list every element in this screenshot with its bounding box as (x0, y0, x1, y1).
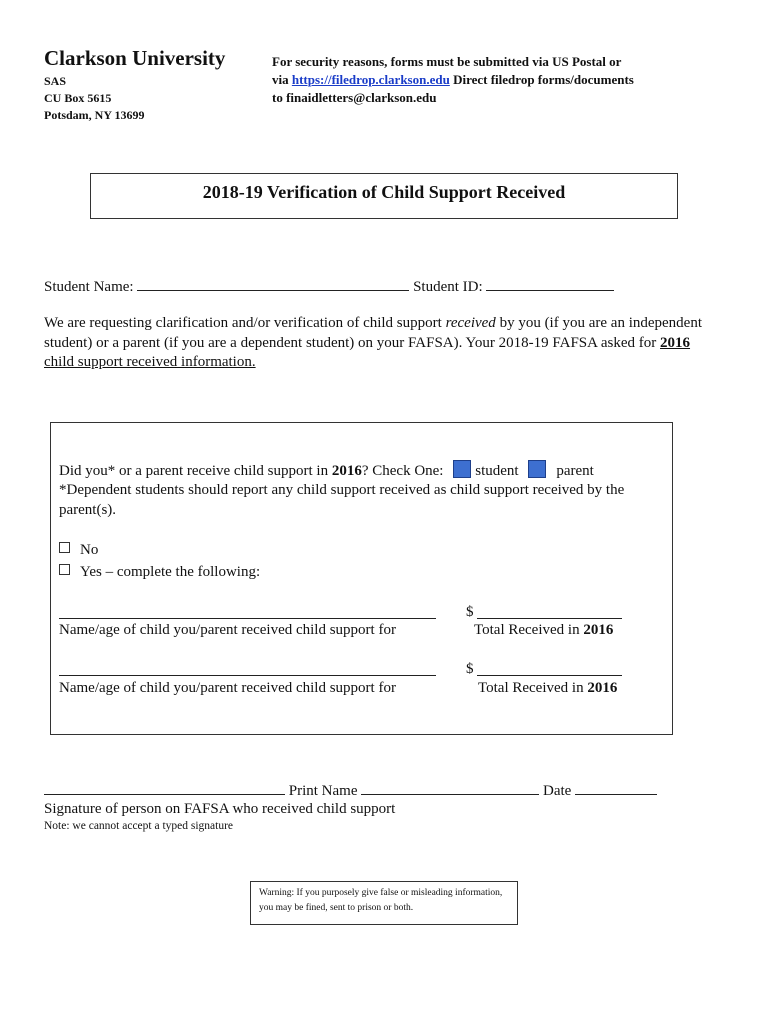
parent-checkbox[interactable] (528, 460, 546, 478)
warning-box (250, 881, 518, 925)
question-year: 2016 (331, 463, 362, 479)
student-fields (44, 276, 614, 297)
currency-sign-2: $ (466, 661, 474, 677)
title-box (90, 173, 678, 219)
intro-text-1: We are requesting clarification and/or verification of child support (44, 315, 446, 331)
total-received-label-2 (478, 678, 617, 698)
student-name-label: Student Name: (44, 279, 134, 295)
no-checkbox[interactable] (59, 542, 70, 553)
yes-option[interactable] (59, 562, 260, 582)
parent-option-label: parent (556, 463, 594, 479)
total-label-text-2: Total Received in (478, 680, 588, 696)
no-option[interactable] (59, 540, 98, 560)
date-label: Date (543, 783, 572, 799)
intro-text-2: by you (if you are an independent student) or a parent (if you are a dependent student) on your FAFSA). Your 2018-19 FAFSA asked for (44, 315, 702, 351)
print-name-field[interactable] (361, 780, 539, 795)
security-line-2-rest: Direct filedrop forms/documents (453, 72, 634, 87)
child-name-field-2[interactable] (59, 674, 436, 676)
total-received-label-1 (474, 620, 613, 640)
child-name-label-2: Name/age of child you/parent received child support for (59, 680, 396, 696)
signature-field[interactable] (44, 780, 285, 795)
filedrop-link[interactable]: https://filedrop.clarkson.edu (291, 72, 450, 87)
signature-line (44, 780, 657, 801)
security-line-3: to finaidletters@clarkson.edu (272, 90, 437, 105)
dependent-footnote: *Dependent students should report any child support received as child support received by the parent(s). (59, 482, 625, 518)
total-received-field-1[interactable] (477, 617, 622, 619)
security-line-2 (272, 71, 712, 89)
university-name: Clarkson University (44, 46, 226, 70)
question-line (59, 460, 659, 481)
question-text: Did you* or a parent receive child support in (59, 463, 332, 479)
student-checkbox[interactable] (453, 460, 471, 478)
student-id-field[interactable] (486, 276, 614, 291)
date-field[interactable] (575, 780, 657, 795)
no-label: No (80, 542, 99, 558)
currency-sign-1: $ (466, 604, 474, 620)
signature-label: Signature of person on FAFSA who received child support (44, 801, 396, 817)
intro-paragraph (44, 314, 704, 373)
intro-year: 2016 (660, 334, 691, 351)
address-line-2: CU Box 5615 (44, 91, 112, 105)
typed-signature-note: Note: we cannot accept a typed signature (44, 820, 234, 832)
total-year-2: 2016 (587, 680, 618, 696)
total-year-1: 2016 (583, 622, 614, 638)
yes-checkbox[interactable] (59, 564, 70, 575)
yes-label: Yes – complete the following: (80, 564, 261, 580)
address-line-1: SAS (44, 74, 67, 88)
intro-emphasis: received (445, 315, 496, 331)
security-via: via (272, 72, 289, 87)
question-check-one: ? Check One: (361, 463, 444, 479)
student-name-field[interactable] (137, 276, 409, 291)
student-option-label: student (475, 463, 519, 479)
print-name-label: Print Name (288, 783, 358, 799)
total-received-field-2[interactable] (477, 674, 622, 676)
child-name-field-1[interactable] (59, 617, 436, 619)
security-notice (272, 53, 712, 107)
child-name-label-1: Name/age of child you/parent received child support for (59, 622, 396, 638)
student-id-label: Student ID: (413, 279, 483, 295)
form-title: 2018-19 Verification of Child Support Received (202, 181, 566, 202)
security-line-1: For security reasons, forms must be submitted via US Postal or (272, 54, 622, 69)
address-line-3: Potsdam, NY 13699 (44, 108, 145, 122)
intro-text-3: child support received information. (44, 354, 256, 370)
total-label-text-1: Total Received in (474, 622, 584, 638)
warning-text: Warning: If you purposely give false or misleading information, you may be fined, sent to prison or both. (259, 888, 503, 913)
